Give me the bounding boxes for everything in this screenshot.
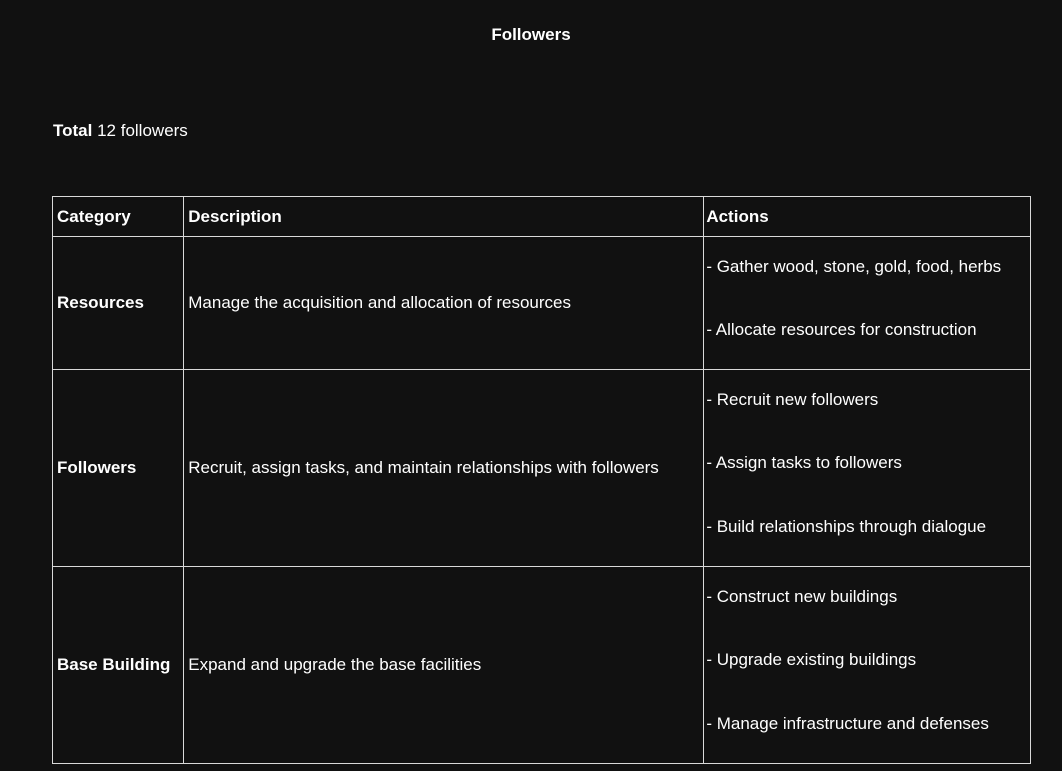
- action-item: - Gather wood, stone, gold, food, herbs: [706, 257, 1002, 276]
- row-category: Base Building: [53, 567, 184, 764]
- action-item: - Allocate resources for construction: [706, 320, 977, 339]
- table-row: [53, 237, 1031, 370]
- page-title: Followers: [491, 25, 571, 44]
- table-row: [53, 370, 1031, 567]
- features-table: [52, 196, 1031, 764]
- action-item: - Construct new buildings: [706, 586, 898, 606]
- table-row: [53, 567, 1031, 764]
- header-category: Category: [53, 197, 184, 237]
- total-value: 12 followers: [97, 121, 188, 140]
- action-item: - Build relationships through dialogue: [706, 516, 987, 536]
- total-label: Total: [53, 121, 93, 140]
- action-item: - Recruit new followers: [706, 389, 879, 409]
- row-actions: [704, 567, 1031, 764]
- row-actions: [704, 237, 1031, 370]
- action-item: - Assign tasks to followers: [706, 453, 902, 473]
- row-category: Followers: [53, 370, 184, 567]
- row-description: Recruit, assign tasks, and maintain relationships with followers: [184, 370, 704, 567]
- action-item: - Upgrade existing buildings: [706, 650, 917, 670]
- row-actions: [704, 370, 1031, 567]
- row-description: Expand and upgrade the base facilities: [184, 567, 704, 764]
- header-actions: Actions: [704, 197, 1031, 237]
- row-description: Manage the acquisition and allocation of resources: [184, 237, 704, 370]
- action-item: - Manage infrastructure and defenses: [706, 713, 989, 733]
- row-category: Resources: [53, 237, 184, 370]
- table-header-row: [53, 197, 1031, 237]
- total-followers-summary: [53, 120, 188, 142]
- header-description: Description: [184, 197, 704, 237]
